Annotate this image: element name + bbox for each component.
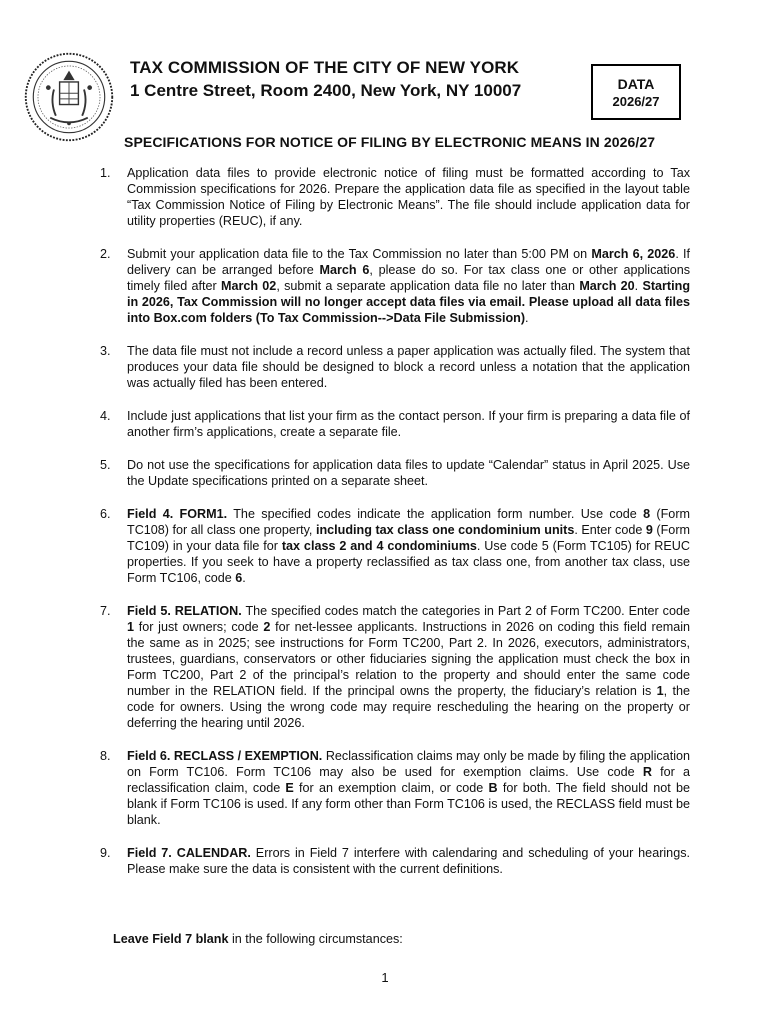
list-item-text: [127, 506, 690, 586]
text-run: . Enter code: [574, 523, 646, 537]
list-item-text: [127, 343, 690, 391]
list-item-text: [127, 845, 690, 877]
list-item: [100, 408, 690, 440]
text-run: Include just applications that list your firm as the contact person. If your firm is preparing a data file of another firm’s applications, create a separate file.: [127, 409, 690, 439]
bold-text: 1: [127, 620, 135, 634]
list-item-text: [127, 457, 690, 489]
text-run: , the code for owners. Using the wrong code may require rescheduling the hearing on the property or deferring the hearing until 2026.: [127, 684, 690, 730]
list-item: [100, 845, 690, 877]
list-item: [100, 748, 690, 828]
bold-text: R: [642, 765, 652, 779]
text-run: for an exemption claim, or code: [293, 781, 489, 795]
bold-text: March 6, 2026: [591, 247, 676, 261]
text-run: Application data files to provide electronic notice of filing must be formatted according to Tax Commission specifications for 2026. Prepare the application data file as specified in the layout table “Tax Commission Notice of Filing by Electronic Means”. The file should include application data for utility properties (REUC), if any.: [127, 166, 690, 228]
list-item: [100, 457, 690, 489]
text-run: . Use code 5 (Form TC105) for REUC properties. If you seek to have a property reclassified as tax class one, from another tax class, use Form TC106, code: [127, 539, 690, 585]
text-run: for both. The field should not be blank if Form TC106 is used. If any form other than Form TC106 is used, the RECLASS field must be blank.: [127, 781, 691, 827]
text-run: .: [525, 311, 529, 325]
text-run: .: [242, 571, 246, 585]
list-item-number: 3.: [100, 344, 111, 358]
list-item-text: [127, 165, 690, 229]
list-item-number: 4.: [100, 409, 111, 423]
bold-text: March 20: [579, 279, 635, 293]
bold-text: 9: [645, 523, 653, 537]
list-item-number: 7.: [100, 604, 111, 618]
list-item: [100, 506, 690, 586]
header-address: 1 Centre Street, Room 2400, New York, NY 10007: [130, 81, 522, 100]
data-box-year: 2026/27: [612, 94, 660, 109]
bold-text: tax class 2 and 4 condominiums: [281, 539, 477, 553]
bold-text: 1: [656, 684, 664, 698]
text-run: (Form TC108) for all class one property,: [127, 507, 690, 537]
list-item: [100, 343, 690, 391]
list-item-text: [127, 408, 690, 440]
list-item-number: 8.: [100, 749, 111, 763]
list-item-number: 5.: [100, 458, 111, 472]
bold-text: March 02: [220, 279, 277, 293]
text-run: Errors in Field 7 interfere with calendaring and scheduling of your hearings. Please make sure the data is consistent with the current definitions.: [127, 846, 690, 876]
list-item: [100, 246, 690, 326]
data-box-label: DATA: [617, 76, 655, 92]
text-run: for just owners; code: [134, 620, 264, 634]
text-run: for net-lessee applicants. Instructions in 2026 on coding this field remain the same as in 2025; see instructions for Form TC200, Part 2. In 2026, executors, administrators, trustees, guardians, conservators or other fiduciaries signing the application must check the box in Form TC200, Part 2 of the principal’s relation to the property and should enter the same code number in the RELATION field. If the principal owns the property, the fiduciary’s relation is: [127, 620, 690, 698]
bold-text: Starting in 2026, Tax Commission will no longer accept data files via email. Please upload all data files into Box.com folders (To Tax Commission-->Data File Submission): [127, 279, 691, 325]
bold-text: 6: [235, 571, 243, 585]
bold-text: Field 5. RELATION.: [127, 604, 242, 618]
bold-text: 2: [263, 620, 271, 634]
list-item-text: [127, 246, 690, 326]
leave-rest: in the following circumstances:: [228, 932, 403, 946]
bold-text: including tax class one condominium units: [315, 523, 575, 537]
text-run: for a reclassification claim, code: [127, 765, 690, 795]
header-title: TAX COMMISSION OF THE CITY OF NEW YORK: [130, 58, 520, 77]
text-run: .: [634, 279, 643, 293]
list-item-number: 6.: [100, 507, 111, 521]
text-run: (Form TC109) in your data file for: [127, 523, 691, 553]
bold-text: E: [285, 781, 294, 795]
leave-field-note: [113, 932, 403, 946]
list-item-number: 2.: [100, 247, 111, 261]
bold-text: Field 4. FORM1.: [127, 507, 228, 521]
bold-text: Field 7. CALENDAR.: [127, 846, 251, 860]
text-run: Do not use the specifications for application data files to update “Calendar” status in April 2025. Use the Update specifications printed on a separate sheet.: [127, 458, 690, 488]
list-item-text: [127, 603, 690, 731]
bold-text: B: [488, 781, 498, 795]
bold-text: March 6: [319, 263, 370, 277]
instruction-list: [100, 165, 690, 894]
text-run: , submit a separate application data file no later than: [276, 279, 580, 293]
text-run: Reclassification claims may only be made by filing the application on Form TC106. Form TC106 may also be used for exemption claims. Use code: [127, 749, 690, 779]
text-run: The specified codes match the categories in Part 2 of Form TC200. Enter code: [241, 604, 690, 618]
city-seal-icon: [22, 50, 116, 144]
spec-title: SPECIFICATIONS FOR NOTICE OF FILING BY ELECTRONIC MEANS IN 2026/27: [124, 134, 656, 150]
bold-text: Field 6. RECLASS / EXEMPTION.: [127, 749, 323, 763]
text-run: The specified codes indicate the application form number. Use code: [227, 507, 644, 521]
leave-bold: Leave Field 7 blank: [113, 932, 229, 946]
list-item: [100, 603, 690, 731]
list-item-text: [127, 748, 690, 828]
page-number: 1: [381, 970, 389, 985]
text-run: The data file must not include a record unless a paper application was actually filed. The system that produces your data file should be designed to block a record unless a notation that the application was actually filed has been entered.: [127, 344, 690, 390]
text-run: , please do so. For tax class one or other applications timely filed after: [127, 263, 690, 293]
bold-text: 8: [643, 507, 651, 521]
text-run: . If delivery can be arranged before: [127, 247, 690, 277]
data-year-box: [591, 64, 681, 120]
text-run: Submit your application data file to the Tax Commission no later than 5:00 PM on: [127, 247, 592, 261]
list-item-number: 9.: [100, 846, 111, 860]
list-item: [100, 165, 690, 229]
list-item-number: 1.: [100, 166, 111, 180]
